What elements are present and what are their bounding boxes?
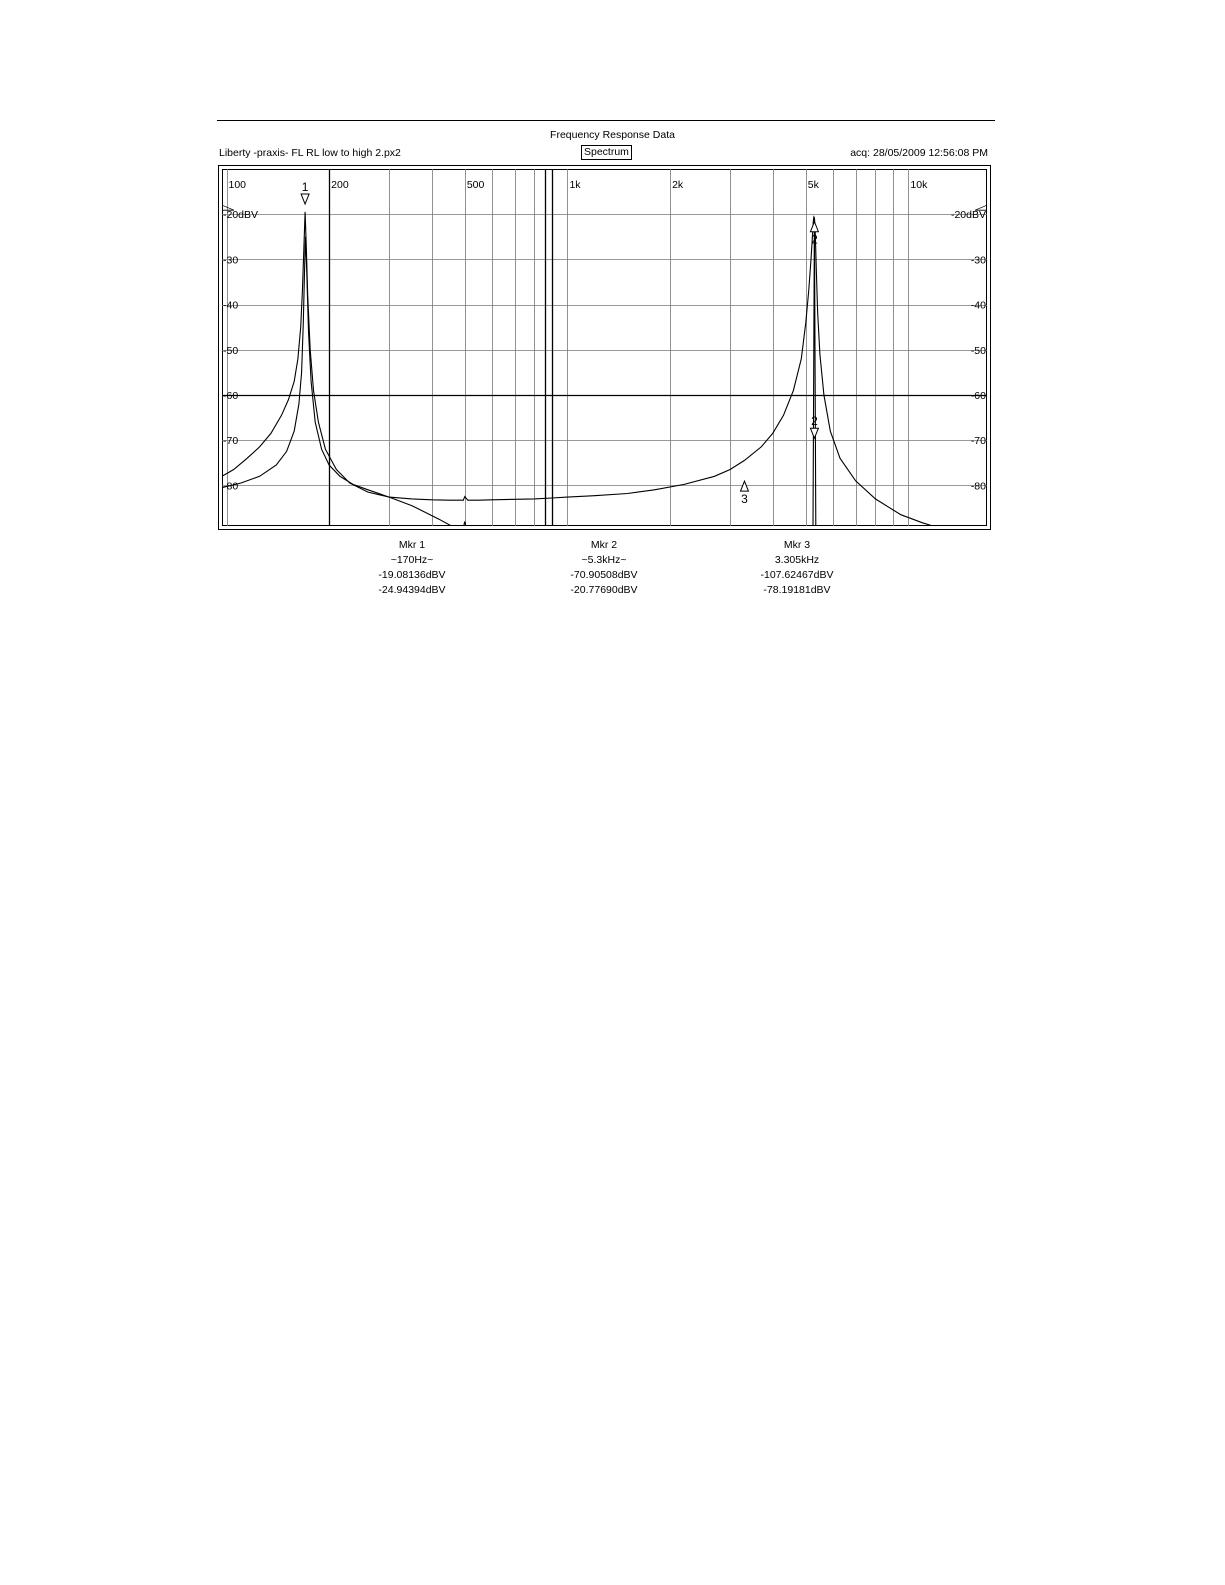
marker-1-triangle-icon bbox=[301, 194, 309, 204]
marker-3-triangle-icon bbox=[740, 481, 748, 491]
y-tick-label-left: -50 bbox=[223, 344, 239, 357]
y-tick-label-left: -70 bbox=[223, 435, 239, 448]
marker-readout-value-2: -24.94394dBV bbox=[378, 584, 446, 596]
y-tick-label-left: -40 bbox=[223, 299, 239, 312]
y-tick-label-left: -80 bbox=[223, 480, 239, 493]
y-tick-label-right: -50 bbox=[970, 344, 986, 357]
spectrum-plot bbox=[218, 165, 991, 530]
marker-readout-value-2: -78.19181dBV bbox=[763, 584, 831, 596]
marker-label: 2 bbox=[811, 414, 818, 429]
header-rule bbox=[217, 120, 995, 121]
y-tick-label-right: -30 bbox=[970, 254, 986, 267]
y-tick-label-right: -80 bbox=[970, 480, 986, 493]
y-tick-label-right: -20dBV bbox=[950, 209, 986, 222]
y-tick-label-left: -20dBV bbox=[223, 209, 259, 222]
acquisition-time: acq: 28/05/2009 12:56:08 PM bbox=[850, 147, 988, 159]
series-line-2 bbox=[222, 237, 462, 530]
marker-readout-2 bbox=[524, 538, 684, 598]
plot-frame bbox=[223, 170, 987, 526]
spike-line bbox=[813, 219, 816, 526]
marker-label: 1 bbox=[301, 180, 309, 195]
marker-label: 2 bbox=[811, 232, 818, 247]
marker-readout-frequency: ~170Hz~ bbox=[390, 554, 434, 566]
marker-2-triangle-icon bbox=[810, 222, 818, 232]
x-tick-label: 200 bbox=[331, 179, 349, 191]
marker-readout-frequency: 3.305kHz bbox=[774, 554, 820, 566]
y-tick-label-left: -30 bbox=[223, 254, 239, 267]
marker-readout-name: Mkr 3 bbox=[783, 539, 811, 551]
outer-frame bbox=[219, 166, 991, 530]
x-tick-label: 10k bbox=[910, 179, 928, 191]
marker-label: 3 bbox=[741, 492, 748, 507]
marker-readout-1 bbox=[332, 538, 492, 598]
x-tick-label: 500 bbox=[466, 179, 485, 191]
x-tick-label: 100 bbox=[228, 179, 247, 191]
marker-readout-name: Mkr 2 bbox=[590, 539, 618, 551]
marker-readout-value-2: -20.77690dBV bbox=[570, 584, 638, 596]
marker-readout-value-1: -107.62467dBV bbox=[760, 569, 834, 581]
y-tick-label-right: -40 bbox=[970, 299, 986, 312]
x-tick-label: 1k bbox=[569, 179, 581, 191]
marker-readout-name: Mkr 1 bbox=[398, 539, 426, 551]
y-tick-label-left: -60 bbox=[223, 389, 239, 402]
x-tick-label: 2k bbox=[672, 179, 684, 191]
mode-label[interactable]: Spectrum bbox=[581, 145, 632, 160]
x-tick-label: 5k bbox=[807, 179, 819, 191]
marker-readout-frequency: ~5.3kHz~ bbox=[581, 554, 627, 566]
chart-title: Frequency Response Data bbox=[550, 129, 675, 141]
marker-readout-value-1: -70.90508dBV bbox=[570, 569, 638, 581]
y-tick-label-right: -60 bbox=[970, 389, 986, 402]
file-name: Liberty -praxis- FL RL low to high 2.px2 bbox=[219, 147, 401, 159]
marker-readout-3 bbox=[717, 538, 877, 598]
y-tick-label-right: -70 bbox=[970, 435, 986, 448]
marker-2-triangle-icon bbox=[810, 428, 818, 438]
marker-readout-value-1: -19.08136dBV bbox=[378, 569, 446, 581]
